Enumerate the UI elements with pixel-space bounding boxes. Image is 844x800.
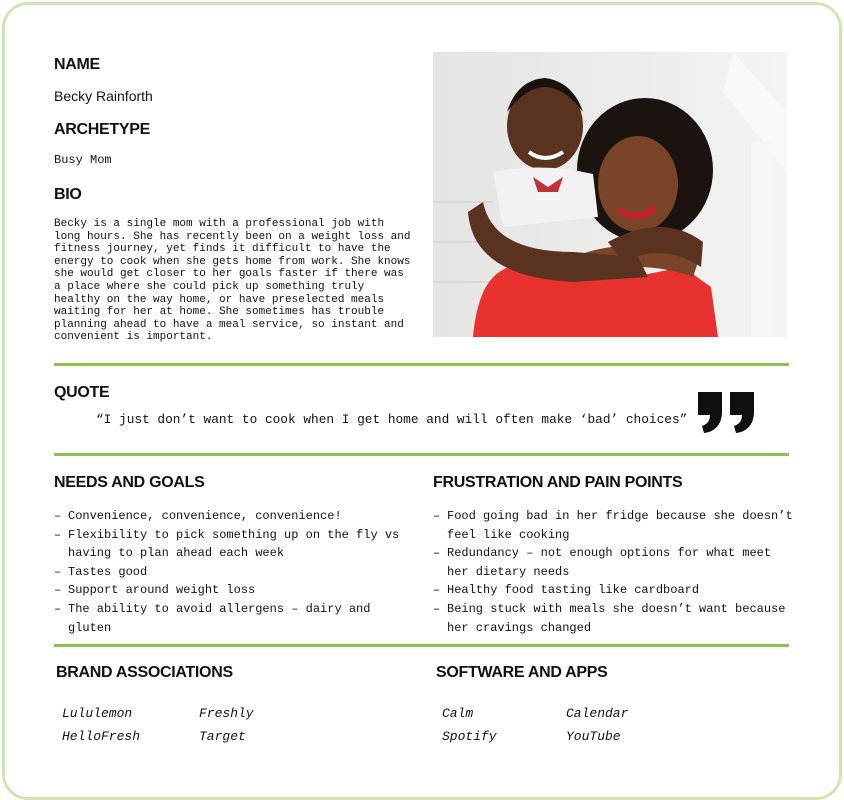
software-heading: SOFTWARE AND APPS — [436, 664, 608, 681]
archetype-heading: ARCHETYPE — [54, 121, 150, 138]
list-item: – The ability to avoid allergens – dairy and gluten — [54, 600, 414, 637]
quote-marks-icon — [696, 388, 758, 439]
quote-heading: QUOTE — [54, 384, 110, 401]
needs-list — [54, 507, 414, 637]
quote-text: “I just don’t want to cook when I get home and will often make ‘bad’ choices” — [96, 412, 688, 427]
brand-target: Target — [199, 729, 246, 744]
needs-heading: NEEDS AND GOALS — [54, 474, 205, 491]
bio-text: Becky is a single mom with a professional job with long hours. She has recently been on a weight loss and fitness journey, yet finds it difficult to have the energy to cook when she gets home from work. She knows she would get closer to her goals faster if there was a place where she could pick up something truly healthy on the way home, or have preselected meals waiting for her at home. She sometimes has trouble planning ahead to have a meal service, so instant and convenient is important. — [54, 218, 411, 344]
brand-lululemon: Lululemon — [62, 706, 133, 721]
brands-heading: BRAND ASSOCIATIONS — [56, 664, 233, 681]
divider-2 — [54, 453, 789, 456]
list-item: – Healthy food tasting like cardboard — [433, 581, 793, 600]
bio-heading: BIO — [54, 186, 82, 203]
app-calendar: Calendar — [566, 706, 629, 721]
app-spotify: Spotify — [442, 729, 497, 744]
list-item: – Being stuck with meals she doesn’t want because her cravings changed — [433, 600, 793, 637]
list-item: – Flexibility to pick something up on the fly vs having to plan ahead each week — [54, 526, 414, 563]
divider-1 — [54, 363, 789, 366]
app-calm: Calm — [442, 706, 474, 721]
archetype-value: Busy Mom — [54, 153, 112, 167]
list-item: – Redundancy – not enough options for what meet her dietary needs — [433, 544, 793, 581]
persona-photo — [433, 52, 787, 337]
list-item: – Convenience, convenience, convenience! — [54, 507, 414, 526]
brand-hellofresh: HelloFresh — [62, 729, 141, 744]
list-item: – Support around weight loss — [54, 581, 414, 600]
divider-3 — [54, 644, 789, 647]
persona-name: Becky Rainforth — [54, 88, 153, 104]
frustrations-heading: FRUSTRATION AND PAIN POINTS — [433, 474, 683, 491]
frustrations-list — [433, 507, 793, 637]
app-youtube: YouTube — [566, 729, 621, 744]
name-heading: NAME — [54, 56, 100, 73]
brand-freshly: Freshly — [199, 706, 254, 721]
list-item: – Tastes good — [54, 563, 414, 582]
list-item: – Food going bad in her fridge because she doesn’t feel like cooking — [433, 507, 793, 544]
